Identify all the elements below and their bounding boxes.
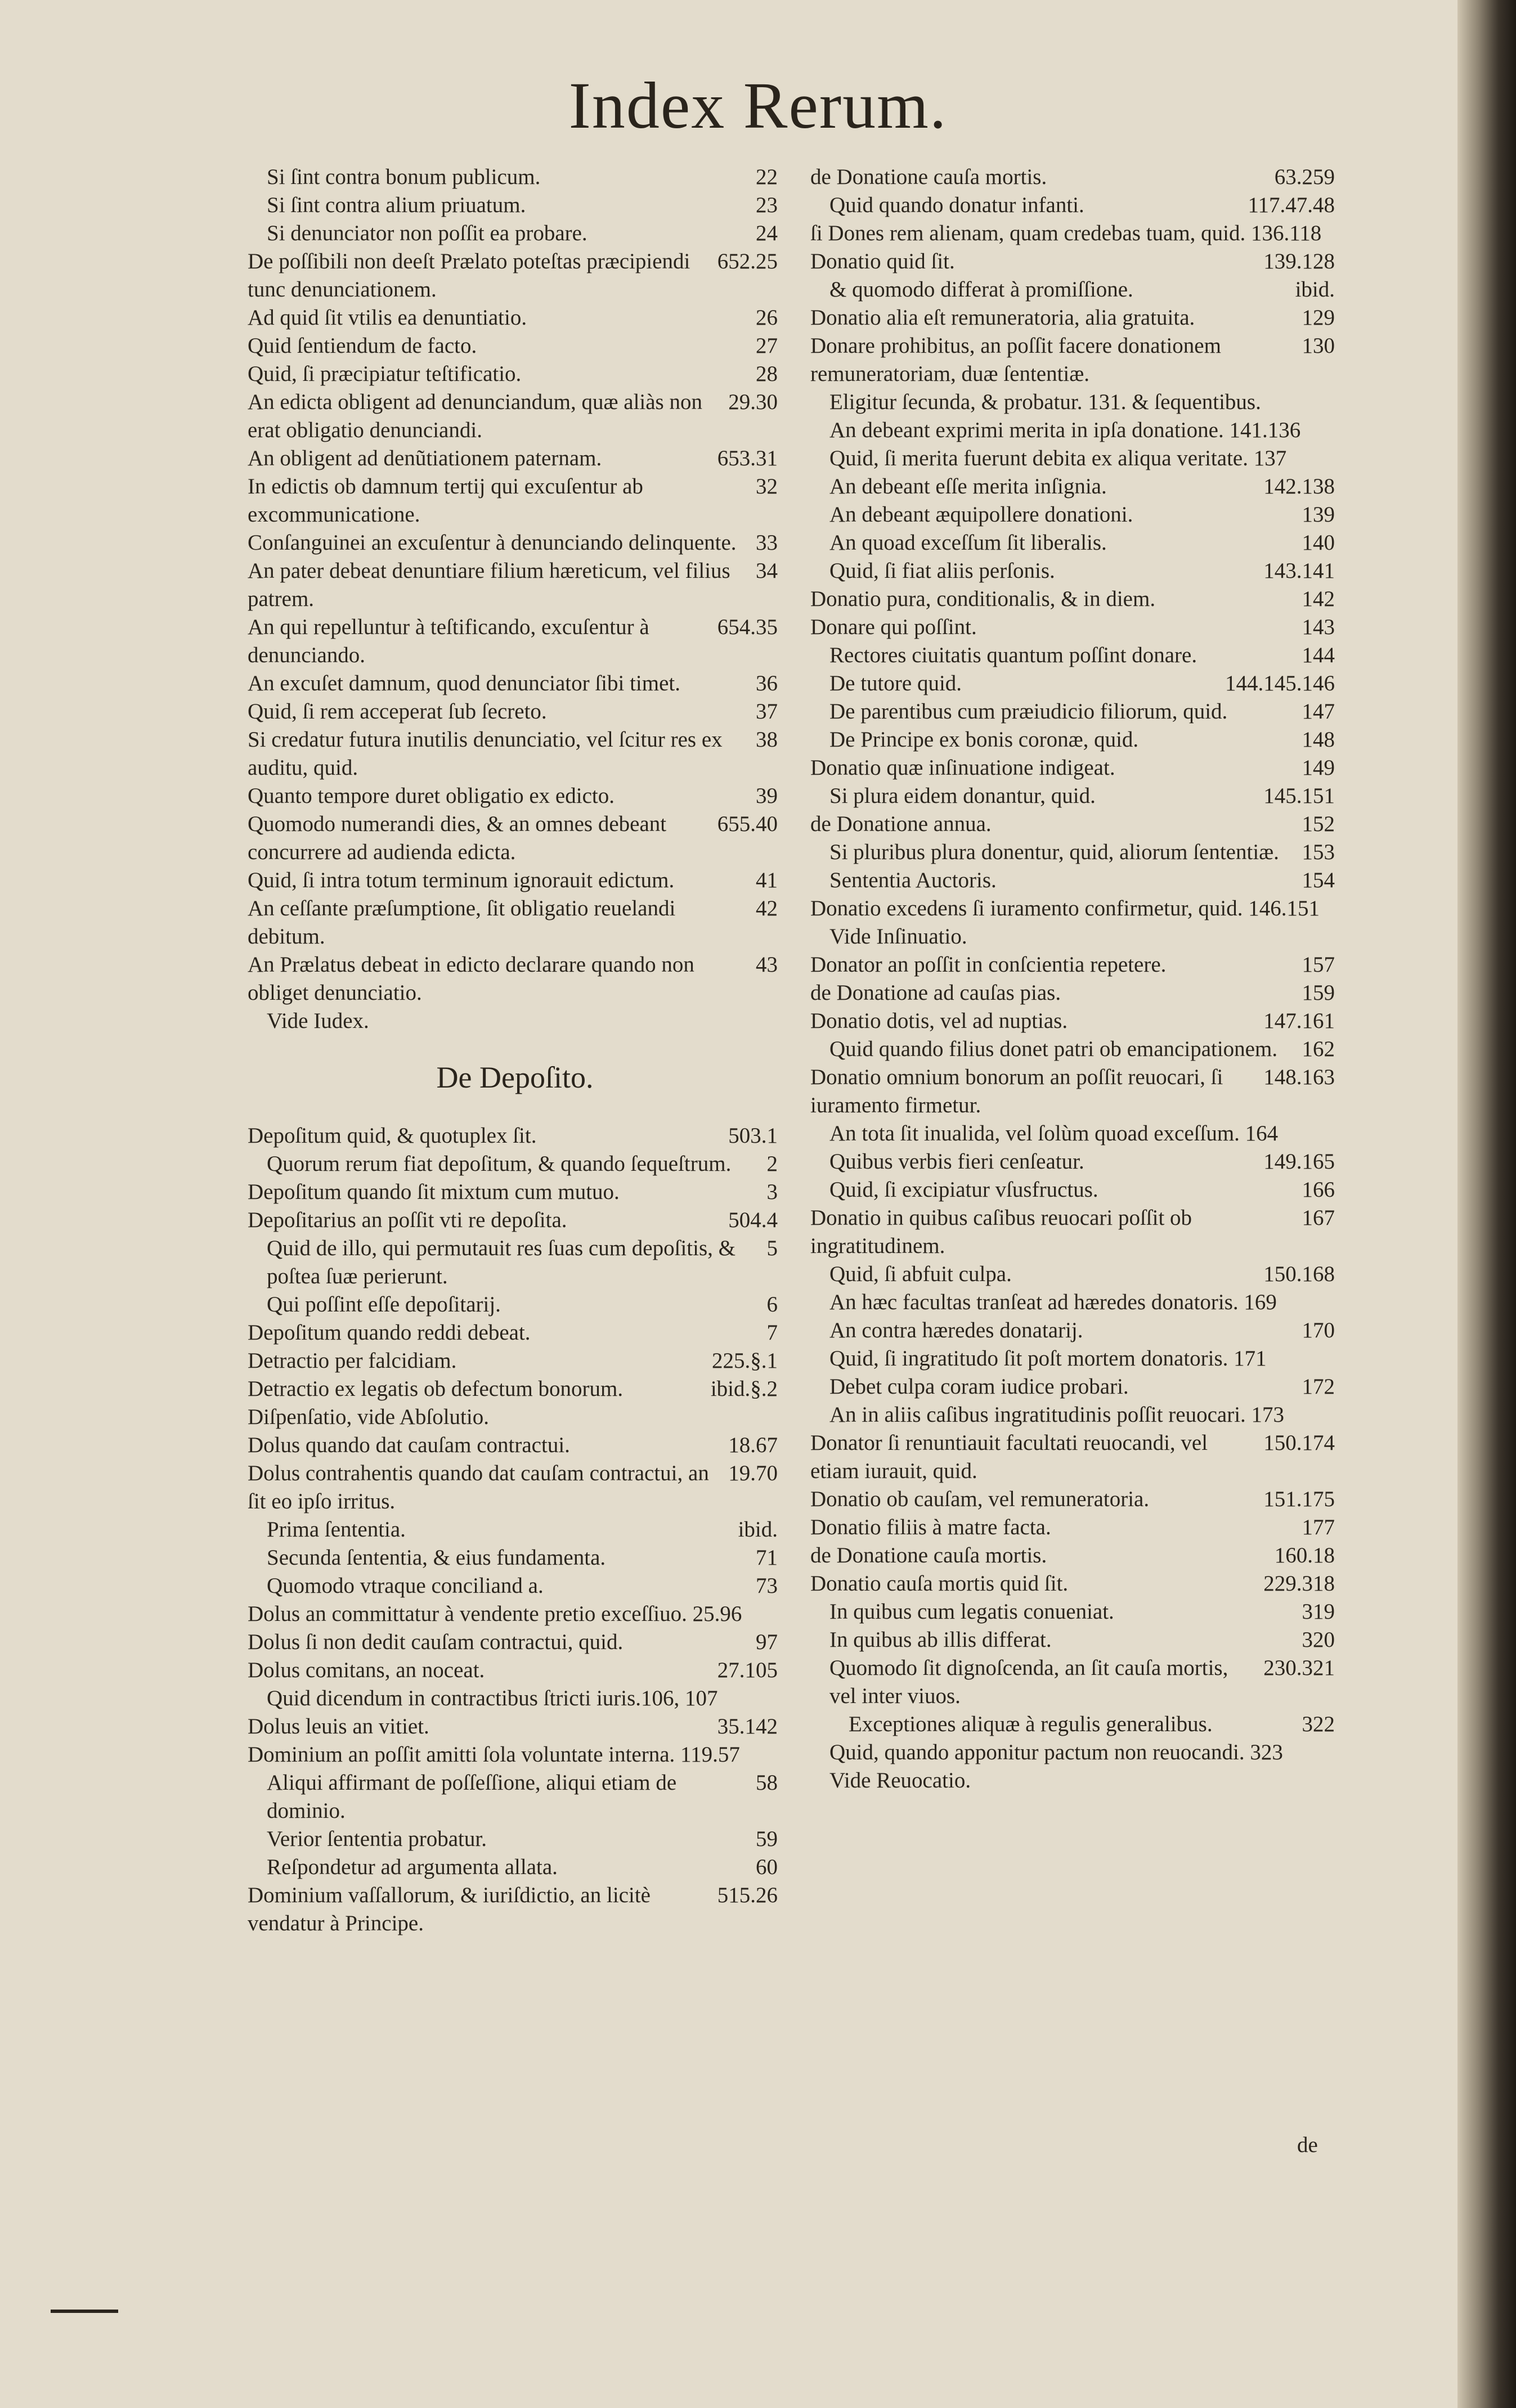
page-reference: 36 <box>756 671 778 695</box>
entry-text: Dominium an poſſit amitti ſola voluntate interna. 119.57 <box>248 1742 740 1767</box>
entry-text: Detractio per falcidiam. <box>248 1349 457 1373</box>
index-entry <box>810 163 1339 191</box>
index-entry <box>248 1572 782 1600</box>
page-reference: 24 <box>756 221 778 245</box>
index-entry <box>810 951 1339 979</box>
entry-text: Ad quid ſit vtilis ea denuntiatio. <box>248 306 527 330</box>
entry-text: Eligitur ſecunda, & probatur. 131. & ſequentibus. <box>829 390 1261 414</box>
entry-text: Vide Iudex. <box>267 1009 369 1033</box>
index-entry <box>248 895 782 951</box>
index-entry <box>810 1120 1339 1148</box>
entry-text: An Prælatus debeat in edicto declarare quando non obliget denunciatio. <box>248 953 694 1005</box>
page-reference: 160.18 <box>1274 1543 1335 1567</box>
index-entry <box>248 1403 782 1431</box>
page-reference: 142 <box>1302 587 1335 611</box>
index-entry <box>248 388 782 444</box>
page-reference: 29.30 <box>728 390 778 414</box>
entry-text: Depoſitum quid, & quotuplex ſit. <box>248 1124 537 1148</box>
page-reference: 139.128 <box>1263 249 1335 273</box>
index-entry <box>248 1713 782 1741</box>
page-reference: 58 <box>756 1771 778 1795</box>
index-entry <box>810 1738 1339 1767</box>
index-entry <box>810 388 1339 416</box>
page-reference: 177 <box>1302 1515 1335 1539</box>
index-entry <box>248 219 782 248</box>
page-reference: 166 <box>1302 1178 1335 1202</box>
entry-text: An contra hæredes donatarij. <box>829 1318 1083 1342</box>
page-reference: 320 <box>1302 1628 1335 1652</box>
index-entry <box>248 1656 782 1684</box>
catchword: de <box>1297 2133 1318 2157</box>
index-entry <box>248 670 782 698</box>
index-entry <box>810 1485 1339 1513</box>
entry-text: Depoſitum quando reddi debeat. <box>248 1320 531 1345</box>
page-reference: 41 <box>756 868 778 892</box>
index-entry <box>248 1769 782 1825</box>
entry-text: Si credatur futura inutilis denunciatio, vel ſcitur res ex auditu, quid. <box>248 727 723 780</box>
index-entry <box>810 1570 1339 1598</box>
page-reference: 28 <box>756 362 778 386</box>
index-entry <box>248 1825 782 1853</box>
index-entry <box>248 1319 782 1347</box>
page-reference: 59 <box>756 1827 778 1851</box>
page-reference: 504.4 <box>728 1208 778 1232</box>
page-reference: 38 <box>756 727 778 752</box>
entry-text: An debeant æquipollere donationi. <box>829 502 1133 527</box>
page-reference: 43 <box>756 953 778 977</box>
page-reference: ibid.§.2 <box>710 1377 778 1401</box>
entry-text: Qui poſſint eſſe depoſitarij. <box>267 1292 501 1317</box>
page-reference: 19.70 <box>728 1461 778 1485</box>
left-column <box>248 163 782 1938</box>
index-entry <box>248 1600 782 1628</box>
entry-text: Donatio pura, conditionalis, & in diem. <box>810 587 1156 611</box>
entry-text: Verior ſententia probatur. <box>267 1827 487 1851</box>
index-entry <box>810 416 1339 444</box>
entry-text: de Donatione ad cauſas pias. <box>810 981 1061 1005</box>
entry-text: An obligent ad denũtiationem paternam. <box>248 446 602 470</box>
page-reference: 152 <box>1302 812 1335 836</box>
page-reference: 27 <box>756 334 778 358</box>
page-reference: 162 <box>1302 1037 1335 1061</box>
page-reference: 63.259 <box>1274 165 1335 189</box>
entry-text: Quomodo vtraque conciliand a. <box>267 1574 544 1598</box>
entry-text: Donatio in quibus caſibus reuocari poſſit ob ingratitudinem. <box>810 1206 1192 1258</box>
index-entry <box>248 529 782 557</box>
entry-text: An debeant eſſe merita inſignia. <box>829 474 1107 498</box>
entry-text: Donatio omnium bonorum an poſſit reuocari, ſi iuramento firmetur. <box>810 1065 1223 1117</box>
entry-text: Si denunciator non poſſit ea probare. <box>267 221 587 245</box>
entry-text: De poſſibili non deeſt Prælato poteſtas præcipiendi tunc denunciationem. <box>248 249 690 302</box>
index-entry <box>810 332 1339 388</box>
page-reference: 35.142 <box>717 1714 778 1738</box>
index-entry <box>810 726 1339 754</box>
entry-text: Donator ſi renuntiauit facultati reuocandi, vel etiam iurauit, quid. <box>810 1431 1208 1483</box>
index-entry <box>810 1626 1339 1654</box>
index-entry <box>810 1345 1339 1373</box>
index-entry <box>248 1150 782 1178</box>
entry-text: Donatio dotis, vel ad nuptias. <box>810 1009 1068 1033</box>
page-reference: 18.67 <box>728 1433 778 1457</box>
index-entry <box>248 866 782 895</box>
page-reference: 148.163 <box>1263 1065 1335 1089</box>
entry-text: Quid de illo, qui permutauit res ſuas cum depoſitis, & poſtea ſuæ perierunt. <box>267 1236 735 1288</box>
index-entry <box>810 1710 1339 1738</box>
page-reference: 144.145.146 <box>1225 671 1335 695</box>
entry-text: Donare qui poſſint. <box>810 615 977 639</box>
page-reference: 149.165 <box>1263 1149 1335 1174</box>
page-reference: 145.151 <box>1263 784 1335 808</box>
entry-text: An hæc facultas tranſeat ad hæredes donatoris. 169 <box>829 1290 1277 1314</box>
entry-text: Donare prohibitus, an poſſit facere donationem remuneratoriam, duæ ſententiæ. <box>810 334 1221 386</box>
entry-text: Dominium vaſſallorum, & iuriſdictio, an licitè vendatur à Principe. <box>248 1883 651 1935</box>
index-entry <box>810 1598 1339 1626</box>
entry-text: De Principe ex bonis coronæ, quid. <box>829 727 1139 752</box>
index-entry <box>248 1178 782 1206</box>
entry-text: De tutore quid. <box>829 671 962 695</box>
entry-text: An edicta obligent ad denunciandum, quæ aliàs non erat obligatio denunciandi. <box>248 390 702 442</box>
index-entry <box>248 444 782 473</box>
page-reference: 73 <box>756 1574 778 1598</box>
index-entry <box>810 613 1339 641</box>
entry-text: Si plura eidem donantur, quid. <box>829 784 1096 808</box>
index-list-top <box>248 163 782 1035</box>
index-entry <box>248 698 782 726</box>
page-reference: 32 <box>756 474 778 498</box>
index-entry <box>248 1684 782 1713</box>
entry-text: Quid, ſi abfuit culpa. <box>829 1262 1012 1286</box>
section-heading: De Depoſito. <box>436 1061 594 1094</box>
entry-text: Diſpenſatio, vide Abſolutio. <box>248 1405 489 1429</box>
page-reference: 142.138 <box>1263 474 1335 498</box>
index-entry <box>248 1628 782 1656</box>
index-entry <box>248 1544 782 1572</box>
index-entry <box>810 810 1339 838</box>
index-entry <box>810 1204 1339 1260</box>
index-entry <box>810 1260 1339 1288</box>
index-entry <box>248 1007 782 1035</box>
page-reference: 60 <box>756 1855 778 1879</box>
right-column <box>810 163 1339 1795</box>
entry-text: de Donatione cauſa mortis. <box>810 165 1047 189</box>
index-entry <box>810 304 1339 332</box>
page-reference: 167 <box>1302 1206 1335 1230</box>
entry-text: Si pluribus plura donentur, quid, aliorum ſententiæ. <box>829 840 1279 864</box>
index-list-bottom <box>248 1122 782 1938</box>
index-entry <box>248 360 782 388</box>
page-reference: 159 <box>1302 981 1335 1005</box>
page-reference: 7 <box>766 1320 778 1345</box>
page-reference: 319 <box>1302 1600 1335 1624</box>
index-entry <box>810 473 1339 501</box>
index-entry <box>810 1063 1339 1120</box>
entry-text: Detractio ex legatis ob defectum bonorum. <box>248 1377 624 1401</box>
entry-text: Dolus contrahentis quando dat cauſam contractui, an ſit eo ipſo irritus. <box>248 1461 709 1513</box>
entry-text: Quanto tempore duret obligatio ex edicto. <box>248 784 615 808</box>
index-entry <box>810 1035 1339 1063</box>
index-entry <box>248 613 782 670</box>
index-entry <box>810 979 1339 1007</box>
page-reference: 150.168 <box>1263 1262 1335 1286</box>
entry-text: Donator an poſſit in conſcientia repetere. <box>810 953 1167 977</box>
entry-text: Dolus an committatur à vendente pretio exceſſiuo. 25.96 <box>248 1602 742 1626</box>
entry-text: Quorum rerum fiat depoſitum, & quando ſequeſtrum. <box>267 1152 732 1176</box>
page-reference: 503.1 <box>728 1124 778 1148</box>
entry-text: An pater debeat denuntiare filium hæreticum, vel filius patrem. <box>248 559 730 611</box>
page-reference: 655.40 <box>717 812 778 836</box>
index-entry <box>248 191 782 219</box>
index-entry <box>248 1853 782 1881</box>
entry-text: de Donatione annua. <box>810 812 992 836</box>
index-entry <box>810 782 1339 810</box>
index-entry <box>810 1542 1339 1570</box>
entry-text: Conſanguinei an excuſentur à denunciando delinquente. <box>248 531 737 555</box>
entry-text: Quid, quando apponitur pactum non reuocandi. 323 <box>829 1740 1283 1764</box>
entry-text: Quid, ſi rem acceperat ſub ſecreto. <box>248 699 547 724</box>
index-entry <box>810 219 1339 248</box>
page-reference: 117.47.48 <box>1248 193 1335 217</box>
page-reference: 39 <box>756 784 778 808</box>
entry-text: Donatio quæ inſinuatione indigeat. <box>810 756 1115 780</box>
index-entry <box>810 1176 1339 1204</box>
index-entry <box>810 1288 1339 1317</box>
index-entry <box>248 1122 782 1150</box>
index-entry <box>248 1347 782 1375</box>
page-reference: ibid. <box>738 1517 778 1542</box>
entry-text: De parentibus cum præiudicio filiorum, quid. <box>829 699 1228 724</box>
index-entry <box>810 670 1339 698</box>
index-entry <box>810 1317 1339 1345</box>
page-reference: 140 <box>1302 531 1335 555</box>
page-reference: 34 <box>756 559 778 583</box>
index-entry <box>810 557 1339 585</box>
entry-text: Prima ſententia. <box>267 1517 406 1542</box>
index-entry <box>248 1881 782 1938</box>
index-entry <box>810 585 1339 613</box>
index-entry <box>248 810 782 866</box>
page-reference: 149 <box>1302 756 1335 780</box>
page-reference: 37 <box>756 699 778 724</box>
page-reference: 230.321 <box>1263 1656 1335 1680</box>
entry-text: An excuſet damnum, quod denunciator ſibi timet. <box>248 671 680 695</box>
index-entry <box>810 276 1339 304</box>
page-reference: 71 <box>756 1546 778 1570</box>
entry-text: Si ſint contra alium priuatum. <box>267 193 526 217</box>
index-entry <box>810 248 1339 276</box>
ink-mark <box>51 2310 118 2313</box>
index-entry <box>248 1741 782 1769</box>
page-reference: 170 <box>1302 1318 1335 1342</box>
page-reference: 33 <box>756 531 778 555</box>
entry-text: Quid, ſi excipiatur vſusfructus. <box>829 1178 1098 1202</box>
page-reference: 42 <box>756 896 778 920</box>
entry-text: Dolus quando dat cauſam contractui. <box>248 1433 570 1457</box>
entry-text: Quid, ſi intra totum terminum ignorauit edictum. <box>248 868 675 892</box>
entry-text: de Donatione cauſa mortis. <box>810 1543 1047 1567</box>
entry-text: Depoſitum quando ſit mixtum cum mutuo. <box>248 1180 620 1204</box>
page-reference: 143 <box>1302 615 1335 639</box>
page-reference: 3 <box>766 1180 778 1204</box>
entry-text: An tota ſit inualida, vel ſolùm quoad exceſſum. 164 <box>829 1121 1279 1145</box>
page-reference: 172 <box>1302 1374 1335 1399</box>
page-reference: 6 <box>766 1292 778 1317</box>
index-entry <box>248 557 782 613</box>
page-reference: 154 <box>1302 868 1335 892</box>
page-reference: 2 <box>766 1152 778 1176</box>
page-reference: 322 <box>1302 1712 1335 1736</box>
entry-text: Aliqui affirmant de poſſeſſione, aliqui etiam de dominio. <box>267 1771 677 1823</box>
entry-text: Dolus ſi non dedit cauſam contractui, quid. <box>248 1630 624 1654</box>
entry-text: Quid, ſi merita fuerunt debita ex aliqua veritate. 137 <box>829 446 1287 470</box>
entry-text: Donatio cauſa mortis quid ſit. <box>810 1571 1069 1596</box>
entry-text: An quoad exceſſum ſit liberalis. <box>829 531 1107 555</box>
entry-text: Depoſitarius an poſſit vti re depoſita. <box>248 1208 567 1232</box>
entry-text: Donatio alia eſt remuneratoria, alia gratuita. <box>810 306 1195 330</box>
index-entry <box>810 923 1339 951</box>
page-reference: 143.141 <box>1263 559 1335 583</box>
entry-text: In edictis ob damnum tertij qui excuſentur ab excommunicatione. <box>248 474 643 527</box>
index-list-right <box>810 163 1339 1795</box>
index-entry <box>248 332 782 360</box>
index-entry <box>810 866 1339 895</box>
entry-text: In quibus ab illis differat. <box>829 1628 1052 1652</box>
index-entry <box>810 698 1339 726</box>
page-reference: 148 <box>1302 727 1335 752</box>
page-reference: 150.174 <box>1263 1431 1335 1455</box>
page-reference: 654.35 <box>717 615 778 639</box>
entry-text: An debeant exprimi merita in ipſa donatione. 141.136 <box>829 418 1301 442</box>
entry-text: Quid, ſi ingratitudo ſit poſt mortem donatoris. 171 <box>829 1346 1267 1371</box>
page-reference: 157 <box>1302 953 1335 977</box>
index-entry <box>248 1516 782 1544</box>
index-entry <box>810 1513 1339 1542</box>
entry-text: Donatio filiis à matre facta. <box>810 1515 1051 1539</box>
index-entry <box>248 1291 782 1319</box>
page-reference: 26 <box>756 306 778 330</box>
page-reference: 153 <box>1302 840 1335 864</box>
entry-text: Donatio excedens ſi iuramento confirmetur, quid. 146.151 <box>810 896 1320 920</box>
entry-text: Quid, ſi fiat aliis perſonis. <box>829 559 1055 583</box>
entry-text: Quid quando filius donet patri ob emancipationem. <box>829 1037 1278 1061</box>
entry-text: Debet culpa coram iudice probari. <box>829 1374 1129 1399</box>
index-entry <box>248 163 782 191</box>
index-entry <box>248 1459 782 1516</box>
page-reference: ibid. <box>1295 277 1335 302</box>
index-entry <box>248 248 782 304</box>
page-reference: 229.318 <box>1263 1571 1335 1596</box>
entry-text: In quibus cum legatis conueniat. <box>829 1600 1114 1624</box>
entry-text: Reſpondetur ad argumenta allata. <box>267 1855 558 1879</box>
index-entry <box>248 304 782 332</box>
entry-text: Donatio quid ſit. <box>810 249 955 273</box>
entry-text: An qui repelluntur à teſtificando, excuſentur à denunciando. <box>248 615 649 667</box>
index-entry <box>810 1148 1339 1176</box>
entry-text: Si ſint contra bonum publicum. <box>267 165 541 189</box>
index-entry <box>810 641 1339 670</box>
index-entry <box>810 444 1339 473</box>
index-entry <box>810 1429 1339 1485</box>
page-reference: 27.105 <box>717 1658 778 1682</box>
entry-text: An in aliis caſibus ingratitudinis poſſit reuocari. 173 <box>829 1403 1285 1427</box>
page-reference: 5 <box>766 1236 778 1260</box>
page-reference: 129 <box>1302 306 1335 330</box>
page-reference: 225.§.1 <box>712 1349 778 1373</box>
index-entry <box>810 754 1339 782</box>
entry-text: Dolus comitans, an noceat. <box>248 1658 485 1682</box>
entry-text: Rectores ciuitatis quantum poſſint donare. <box>829 643 1197 667</box>
page-reference: 22 <box>756 165 778 189</box>
page-reference: 515.26 <box>717 1883 778 1907</box>
index-entry <box>810 1767 1339 1795</box>
entry-text: Vide Reuocatio. <box>829 1768 971 1792</box>
page-reference: 147.161 <box>1263 1009 1335 1033</box>
entry-text: Quid, ſi præcipiatur teſtificatio. <box>248 362 522 386</box>
index-entry <box>248 1234 782 1291</box>
index-entry <box>810 1654 1339 1710</box>
book-gutter <box>1457 0 1516 2408</box>
page-reference: 97 <box>756 1630 778 1654</box>
index-entry <box>248 951 782 1007</box>
page-reference: 151.175 <box>1263 1487 1335 1511</box>
entry-text: Sententia Auctoris. <box>829 868 997 892</box>
page-reference: 139 <box>1302 502 1335 527</box>
index-entry <box>248 726 782 782</box>
entry-text: Donatio ob cauſam, vel remuneratoria. <box>810 1487 1150 1511</box>
page-reference: 652.25 <box>717 249 778 273</box>
entry-text: Secunda ſententia, & eius fundamenta. <box>267 1546 606 1570</box>
entry-text: Dolus leuis an vitiet. <box>248 1714 429 1738</box>
index-entry <box>810 838 1339 866</box>
page-reference: 653.31 <box>717 446 778 470</box>
entry-text: Quomodo ſit dignoſcenda, an ſit cauſa mortis, vel inter viuos. <box>829 1656 1228 1708</box>
entry-text: Quid ſentiendum de facto. <box>248 334 477 358</box>
index-entry <box>810 1373 1339 1401</box>
index-entry <box>810 191 1339 219</box>
index-entry <box>810 501 1339 529</box>
entry-text: Quibus verbis fieri cenſeatur. <box>829 1149 1084 1174</box>
entry-text: Vide Inſinuatio. <box>829 924 967 949</box>
entry-text: Quid quando donatur infanti. <box>829 193 1084 217</box>
entry-text: ſi Dones rem alienam, quam credebas tuam, quid. 136.118 <box>810 221 1322 245</box>
page-title: Index Rerum. <box>568 69 948 142</box>
index-entry <box>248 782 782 810</box>
index-entry <box>810 1401 1339 1429</box>
index-entry <box>248 473 782 529</box>
entry-text: Exceptiones aliquæ à regulis generalibus. <box>849 1712 1213 1736</box>
index-entry <box>248 1431 782 1459</box>
page-reference: 144 <box>1302 643 1335 667</box>
page-reference: 130 <box>1302 334 1335 358</box>
entry-text: Quid dicendum in contractibus ſtricti iuris.106, 107 <box>267 1686 718 1710</box>
entry-text: An ceſſante præſumptione, ſit obligatio reuelandi debitum. <box>248 896 676 949</box>
index-entry <box>248 1375 782 1403</box>
index-entry <box>810 529 1339 557</box>
entry-text: Quomodo numerandi dies, & an omnes debeant concurrere ad audienda edicta. <box>248 812 667 864</box>
index-entry <box>248 1206 782 1234</box>
index-entry <box>810 895 1339 923</box>
entry-text: & quomodo differat à promiſſione. <box>829 277 1133 302</box>
page-reference: 23 <box>756 193 778 217</box>
index-entry <box>810 1007 1339 1035</box>
page-reference: 147 <box>1302 699 1335 724</box>
